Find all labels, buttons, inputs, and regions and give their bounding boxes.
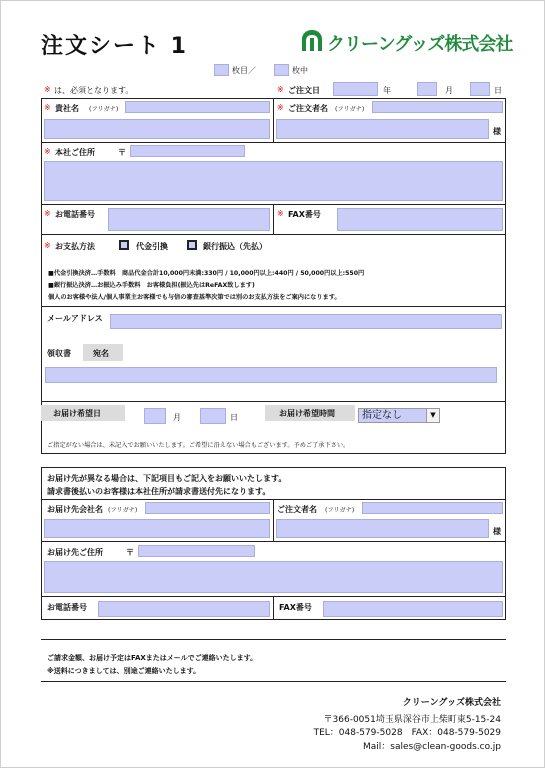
order-year-input[interactable] [333,82,378,96]
address-label: 本社ご住所 [55,148,95,157]
orderer-honorific: 様 [493,127,501,136]
delivery-address-input[interactable] [44,561,503,593]
delivery-company-furigana-label: (フリガナ) [108,507,138,514]
delivery-month-input[interactable] [144,408,166,424]
delivery-intro-line-1: お届け先が異なる場合は、下記項目もご記入をお願いいたします。 [47,474,287,483]
phone-input[interactable] [108,208,270,231]
delivery-phone-label: お電話番号 [47,603,87,612]
delivery-postal-mark: 〒 [126,548,134,557]
order-date-required-mark: ※ [277,85,284,94]
payment-note-bank: ■銀行振込決済…お振込み手数料 お客様負担(振込先はReFAX致します) [48,282,255,289]
orderer-furigana-label: (フリガナ) [335,106,365,113]
bank-transfer-checkbox[interactable] [187,240,197,250]
email-input[interactable] [110,314,502,329]
delivery-fax-label: FAX番号 [279,603,312,612]
company-required-mark: ※ [44,103,51,112]
payment-required-mark: ※ [44,241,51,250]
page-title: 注文シート 1 [41,34,188,59]
sheet-number-input[interactable] [214,64,229,76]
closing-note-2: ※送料につきましては、別途ご連絡いたします。 [47,667,201,675]
sheet-total-input[interactable] [274,64,289,76]
required-notice: は、必須となります。 [54,86,134,95]
order-month-input[interactable] [417,82,437,96]
delivery-address-label: お届け先ご住所 [47,548,103,557]
delivery-company-input[interactable] [44,519,270,538]
postal-mark: 〒 [118,148,126,157]
delivery-time-label: お届け希望時間 [265,405,355,421]
order-date-label: ご注文日 [288,86,320,95]
delivery-phone-input[interactable] [98,601,270,617]
delivery-note: ご指定がない場合は、未記入でお願いいたします。ご希望に沿えない場合もございます。予めご了承下さい。 [47,442,350,449]
delivery-date-label: お届け希望日 [41,405,125,421]
required-mark: ※ [44,85,51,94]
company-name-input[interactable] [44,119,270,139]
fax-label: FAX番号 [288,210,321,219]
delivery-time-value: 指定なし [362,410,402,421]
delivery-company-label: お届け先会社名 [47,505,103,514]
delivery-orderer-label: ご注文者名 [277,505,317,514]
fax-input[interactable] [337,208,503,231]
order-month-label: 月 [445,86,453,95]
order-day-input[interactable] [470,82,490,96]
order-day-label: 日 [494,86,502,95]
bank-transfer-option-label: 銀行振込（先払） [203,242,267,251]
address-input[interactable] [44,161,503,201]
receipt-addressee-input[interactable] [45,367,497,383]
delivery-orderer-input[interactable] [276,519,489,538]
footer-company: クリーングッズ株式会社 [402,698,501,708]
delivery-orderer-furigana-label: (フリガナ) [325,507,355,514]
phone-label: お電話番号 [55,210,95,219]
payment-note-credit: 個人のお客様や法人/個人事業主お客様でも与信の審査基準次第では別のお支払方法をご案内になります。 [48,294,341,301]
delivery-day-label: 日 [230,413,238,422]
orderer-name-input[interactable] [276,119,489,139]
payment-label: お支払方法 [55,242,95,251]
closing-note-1: ご請求金額、お届け予定はFAXまたはメールでご連絡いたします。 [47,654,258,662]
footer-mail: Mail：sales@clean-goods.co.jp [362,742,501,752]
delivery-company-furigana-input[interactable] [145,502,270,514]
receipt-label: 領収書 [47,349,71,358]
fax-required-mark: ※ [277,209,284,218]
chevron-down-icon[interactable]: ▼ [426,409,439,422]
cod-option-label: 代金引換 [136,242,168,251]
logo-mark-icon [301,29,323,53]
company-logo [301,29,511,55]
company-furigana-label: (フリガナ) [89,106,119,113]
sheet-total-label: 枚中 [292,66,308,75]
delivery-orderer-honorific: 様 [493,527,501,536]
delivery-month-label: 月 [173,413,181,422]
orderer-required-mark: ※ [277,103,284,112]
address-required-mark: ※ [44,147,51,156]
orderer-label: ご注文者名 [288,104,328,113]
footer-address: 〒366-0051埼玉県深谷市上柴町東5-15-24 [323,715,501,725]
delivery-day-input[interactable] [200,408,226,424]
delivery-orderer-furigana-input[interactable] [362,502,503,514]
logo-wordmark: クリーングッズ株式会社 [327,34,513,55]
company-label: 貴社名 [55,104,79,113]
delivery-time-select[interactable] [358,408,440,423]
delivery-fax-input[interactable] [323,601,503,617]
orderer-furigana-input[interactable] [372,101,503,113]
sheet-number-label: 枚目／ [232,66,256,75]
footer-tel-fax: TEL：048-579-5028 FAX：048-579-5029 [313,728,501,738]
delivery-postal-code-input[interactable] [138,545,255,557]
company-furigana-input[interactable] [125,101,270,113]
delivery-intro-line-2: 請求書後払いのお客様は本社住所が請求書送付先になります。 [47,487,271,496]
email-label: メールアドレス [47,314,103,323]
payment-note-cod: ■代金引換決済…手数料 商品代金合計10,000円未満:330円 / 10,000円以上:440円 / 50,000円以上:550円 [48,270,365,277]
phone-required-mark: ※ [44,209,51,218]
order-year-label: 年 [383,86,391,95]
postal-code-input[interactable] [130,145,245,157]
receipt-addressee-label: 宛名 [83,344,123,361]
cod-checkbox[interactable] [119,240,129,250]
